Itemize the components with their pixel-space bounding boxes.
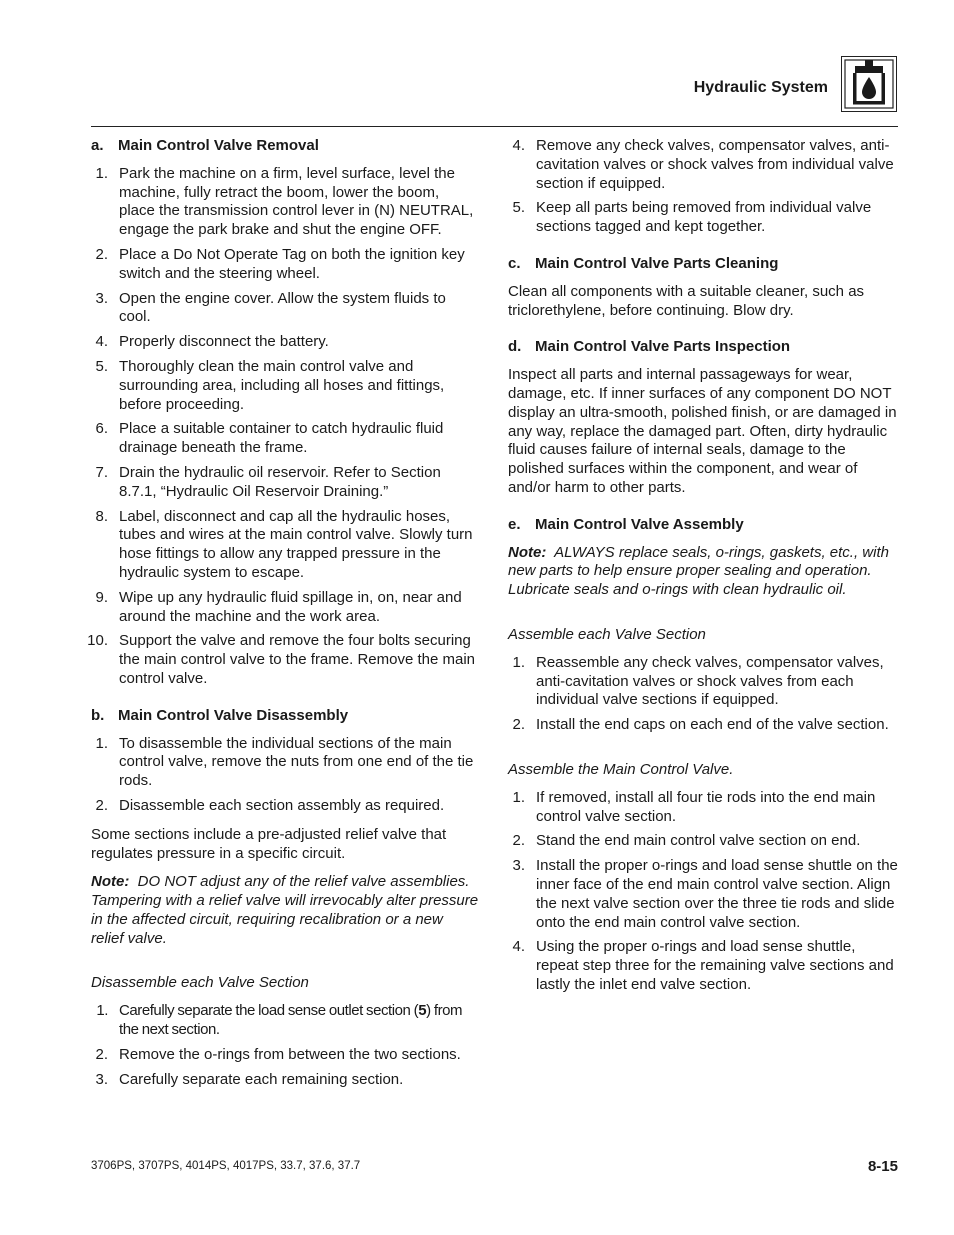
- list-item: 1. Carefully separate the load sense outlet section (5) from the next section.: [96, 1002, 463, 1039]
- note-relief-valve: Note: DO NOT adjust any of the relief valve assemblies. Tampering with a relief valve will irrevocably alter pressure in the affected circuit, requiring recalibration or a new relief valve.: [91, 873, 479, 947]
- list-item: 1. Reassemble any check valves, compensator valves, anti-cavitation valves or shock valves from each individual valve sections if equipped.: [512, 653, 884, 709]
- section-disassembly-steps: [91, 1002, 479, 1089]
- section-heading-d: d. Main Control Valve Parts Inspection: [508, 338, 791, 356]
- list-item: 3. Carefully separate each remaining section.: [95, 1070, 404, 1088]
- section-heading-e: e. Main Control Valve Assembly: [508, 515, 744, 533]
- valve-assembly-steps: [508, 789, 900, 995]
- removal-steps: [87, 164, 479, 689]
- list-item: 10. Support the valve and remove the four bolts securing the main control valve to the frame. Remove the main control valve.: [87, 632, 476, 687]
- page-number: 8-15: [867, 1158, 898, 1175]
- disassembly-steps-continued: [508, 137, 900, 237]
- list-item: 9. Wipe up any hydraulic fluid spillage in, on, near and around the machine and the work area.: [95, 588, 462, 625]
- relief-valve-paragraph: Some sections include a pre-adjusted relief valve that regulates pressure in a specific circuit.: [91, 825, 447, 862]
- list-item: 5. Thoroughly clean the main control valve and surrounding area, including all hoses and fittings, before proceeding.: [95, 357, 445, 413]
- section-title: Hydraulic System: [693, 79, 828, 96]
- header-divider: [91, 126, 898, 127]
- list-item: 8. Label, disconnect and cap all the hydraulic hoses, tubes and wires at the main control valve. Slowly turn hose fittings to allow any trapped pressure in the hydraulic system to escape.: [95, 507, 473, 581]
- list-item: 6. Place a suitable container to catch hydraulic fluid drainage beneath the frame.: [95, 420, 444, 457]
- list-item: 4. Remove any check valves, compensator valves, anti-cavitation valves or shock valves from individual valve section if equipped.: [512, 137, 894, 192]
- right-column: [508, 137, 900, 1005]
- list-item: 1. Park the machine on a firm, level surface, level the machine, fully retract the boom, lower the boom, place the transmission control lever in (N) NEUTRAL, engage the park brake and shut the engine OFF.: [95, 164, 474, 239]
- left-column: [87, 137, 479, 1099]
- hydraulic-fluid-drop-icon: [841, 56, 897, 112]
- section-assembly-steps: [508, 654, 900, 735]
- footer-model-list: 3706PS, 3707PS, 4014PS, 4017PS, 33.7, 37.6, 37.7: [91, 1160, 361, 1172]
- section-heading-a: a. Main Control Valve Removal: [91, 137, 319, 154]
- disassembly-steps: [91, 735, 479, 816]
- list-item: 7. Drain the hydraulic oil reservoir. Refer to Section 8.7.1, “Hydraulic Oil Reservoir Draining.”: [95, 463, 441, 500]
- list-item: 2. Remove the o-rings from between the two sections.: [95, 1045, 461, 1063]
- list-item: 3. Install the proper o-rings and load sense shuttle on the inner face of the end main control valve section. Align the next valve section over the three tie rods and slide onto the end main control valve section.: [512, 857, 898, 931]
- list-item: 1. If removed, install all four tie rods into the end main control valve section.: [512, 788, 876, 825]
- list-item: 3. Open the engine cover. Allow the system fluids to cool.: [95, 289, 446, 326]
- list-item: 2. Place a Do Not Operate Tag on both the ignition key switch and the steering wheel.: [95, 245, 465, 282]
- list-item: 2. Install the end caps on each end of the valve section.: [512, 716, 889, 734]
- list-item: 4. Properly disconnect the battery.: [95, 333, 329, 351]
- list-item: 2. Disassemble each section assembly as required.: [95, 796, 445, 814]
- subheading-disassemble-section: Disassemble each Valve Section: [91, 974, 309, 992]
- list-item: 4. Using the proper o-rings and load sense shuttle, repeat step three for the remaining valve sections and lastly the inlet end valve section.: [512, 938, 894, 993]
- cleaning-paragraph: Clean all components with a suitable cleaner, such as triclorethylene, before continuing. Blow dry.: [508, 282, 865, 319]
- note-seals: Note: ALWAYS replace seals, o-rings, gaskets, etc., with new parts to help ensure proper sealing and operation. Lubricate seals and o-rings with clean hydraulic oil.: [508, 543, 889, 599]
- list-item: 1. To disassemble the individual sections of the main control valve, remove the nuts from one end of the tie rods.: [95, 734, 474, 790]
- section-heading-b: b. Main Control Valve Disassembly: [91, 706, 349, 724]
- section-heading-c: c. Main Control Valve Parts Cleaning: [508, 254, 779, 272]
- subheading-assemble-valve: Assemble the Main Control Valve.: [508, 760, 734, 778]
- subheading-assemble-section: Assemble each Valve Section: [508, 625, 706, 643]
- list-item: 2. Stand the end main control valve section on end.: [512, 832, 861, 850]
- list-item: 5. Keep all parts being removed from individual valve sections tagged and kept together.: [512, 199, 872, 236]
- inspection-paragraph: Inspect all parts and internal passageways for wear, damage, etc. If inner surfaces of any component DO NOT display an ultra-smooth, polished finish, or are damaged in any way, replace the damaged part. Often, dirty hydraulic fluid causes failure of internal seals, damage to the polished surfaces within the component, and wear of and/or harm to other parts.: [508, 366, 897, 496]
